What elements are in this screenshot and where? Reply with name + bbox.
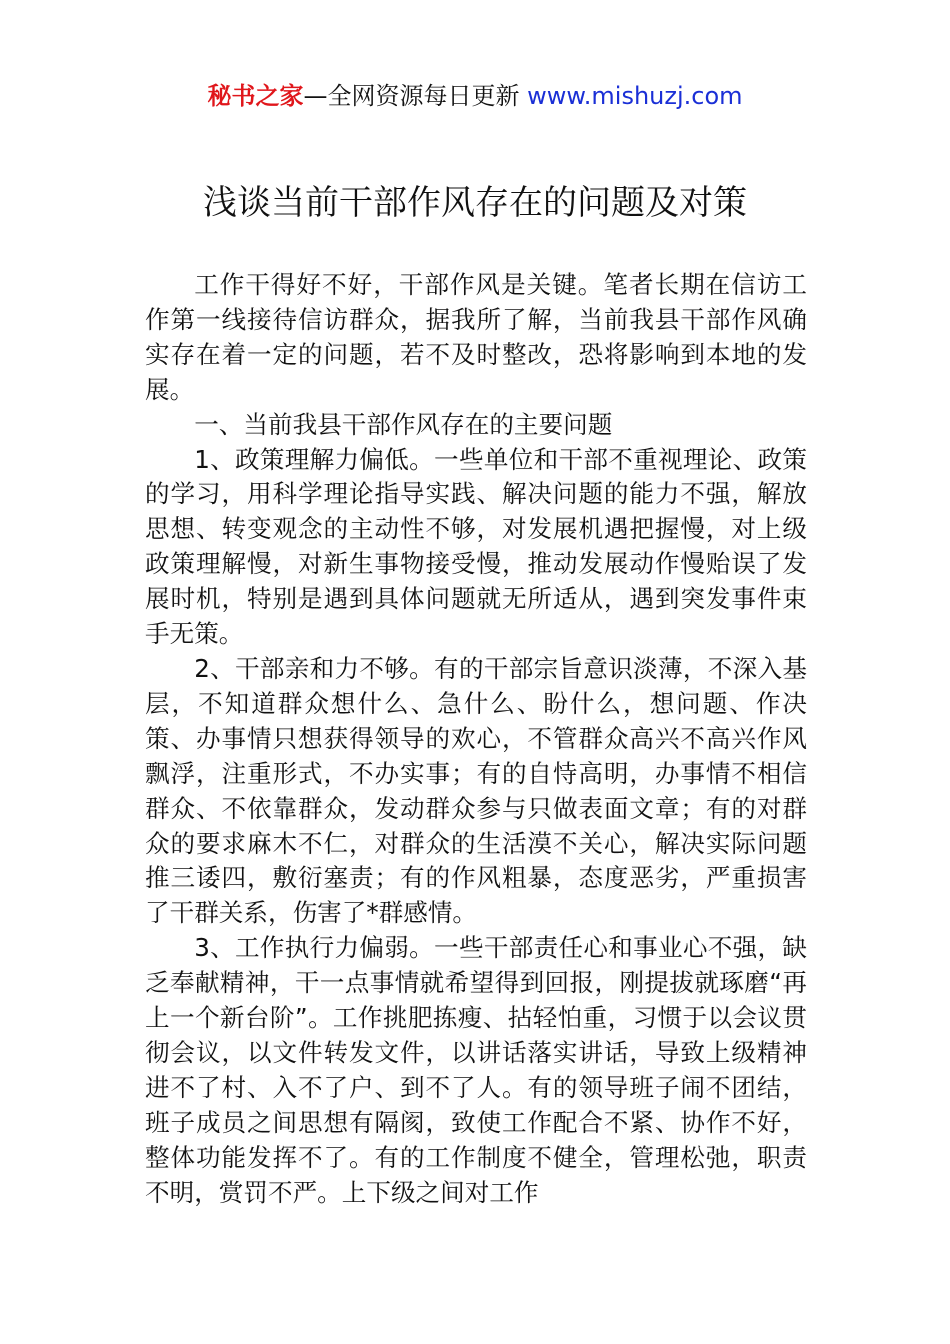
- paragraph-point-3: 3、工作执行力偏弱。一些干部责任心和事业心不强，缺乏奉献精神，干一点事情就希望得到回报，刚提拔就琢磨“再上一个新台阶”。工作挑肥拣瘦、拈轻怕重，习惯于以会议贯彻会议，以文件转发文件，以讲话落实讲话，导致上级精神进不了村、入不了户、到不了人。有的领导班子闹不团结，班子成员之间思想有隔阂，致使工作配合不紧、协作不好，整体功能发挥不了。有的工作制度不健全，管理松弛，职责不明，赏罚不严。上下级之间对工作: [145, 933, 807, 1207]
- site-tagline: —全网资源每日更新: [303, 82, 520, 110]
- paragraph-point-2: 2、干部亲和力不够。有的干部宗旨意识淡薄，不深入基层，不知道群众想什么、急什么、盼什么，想问题、作决策、办事情只想获得领导的欢心，不管群众高兴不高兴作风飘浮，注重形式，不办实事；有的自恃高明，办事情不相信群众、不依靠群众，发动群众参与只做表面文章；有的对群众的要求麻木不仁，对群众的生活漠不关心，解决实际问题推三诿四，敷衍塞责；有的作风粗暴，态度恶劣，严重损害了干群关系，伤害了*群感情。: [145, 653, 807, 928]
- paragraph-intro: 工作干得好不好，干部作风是关键。笔者长期在信访工作第一线接待信访群众，据我所了解，当前我县干部作风确实存在着一定的问题，若不及时整改，恐将影响到本地的发展。: [145, 270, 807, 404]
- document-body: [145, 268, 807, 1210]
- section-heading-1: 一、当前我县干部作风存在的主要问题: [194, 409, 613, 439]
- document-title: 浅谈当前干部作风存在的问题及对策: [203, 183, 747, 223]
- site-brand: 秘书之家: [207, 82, 304, 110]
- paragraph-point-1: 1、政策理解力偏低。一些单位和干部不重视理论、政策的学习，用科学理论指导实践、解决问题的能力不强，解放思想、转变观念的主动性不够，对发展机遇把握慢，对上级政策理解慢，对新生事物接受慢，推动发展动作慢贻误了发展时机，特别是遇到具体问题就无所适从，遇到突发事件束手无策。: [145, 444, 807, 649]
- site-url-link[interactable]: www.mishuzj.com: [527, 82, 743, 110]
- site-header: [0, 80, 950, 112]
